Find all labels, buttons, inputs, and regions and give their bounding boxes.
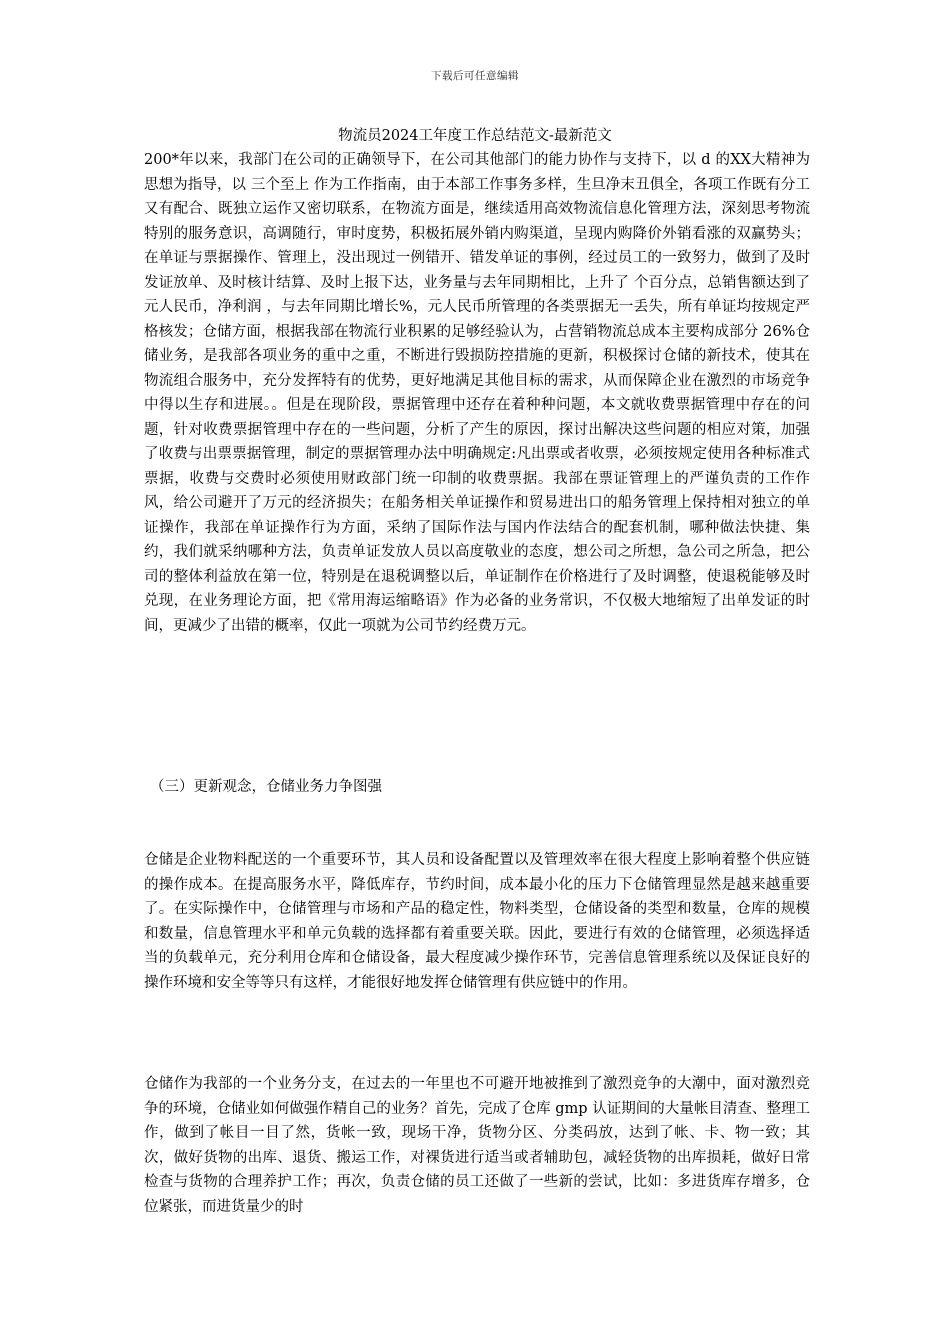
body-paragraph-1: 200*年以来，我部门在公司的正确领导下，在公司其他部门的能力协作与支持下，以 d 的XX大精神为思想为指导，以 三个至上 作为工作指南，由于本部工作事务多样，生旦净末丑俱全，各项工作既有分工又有配合、既独立运作又密切联系，在物流方面是，继续适用高效物流信息化管理方法，深刻思考物流特别的服务意识，高调随行，审时度势，积极拓展外销内购渠道，呈现内购降价外销看涨的双赢势头；在单证与票据操作、管理上，没出现过一例错开、错发单证的事例，经过员工的一致努力，做到了及时发证放单、及时核计结算、及时上报下达，业务量与去年同期相比，上升了 个百分点，总销售额达到了 元人民币，净利润 ，与去年同期比增长%，元人民币所管理的各类票据无一丢失，所有单证均按规定严格核发；仓储方面，根据我部在物流行业积累的足够经验认为，占营销物流总成本主要构成部分 26%仓储业务，是我部各项业务的重中之重，不断进行毁损防控措施的更新，积极探讨仓储的新技术，使其在物流组合服务中，充分发挥特有的优势，更好地满足其他目标的需求，从而保障企业在激烈的市场竞争中得以生存和进展。。但是在现阶段，票据管理中还存在着种种问题，本文就收费票据管理中存在的问题，针对收费票据管理中存在的一些问题，分析了产生的原因，探讨出解决这些问题的相应对策，加强了收费与出票票据管理，制定的票据管理办法中明确规定:凡出票或者收票，必须按规定使用各种标准式票据，收费与交费时必须使用财政部门统一印制的收费票据。我部在票证管理上的严谨负责的工作作风，给公司避开了万元的经济损失；在船务相关单证操作和贸易进出口的船务管理上保持相对独立的单证操作，我部在单证操作行为方面，采纳了国际作法与国内作法结合的配套机制，哪种做法快捷、集约，我们就采纳哪种方法，负责单证发放人员以高度敬业的态度，想公司之所想，急公司之所急，把公司的整体利益放在第一位，特别是在退税调整以后，单证制作在价格进行了及时调整，使退税能够及时兑现，在业务理论方面，把《常用海运缩略语》作为必备的业务常识，不仅极大地缩短了出单发证的时间，更减少了出错的概率，仅此一项就为公司节约经费万元。 <box>144 152 810 634</box>
section-heading-3: （三）更新观念，仓储业务力争图强 <box>150 779 382 795</box>
header-note: 下载后可任意编辑 <box>431 70 519 82</box>
body-paragraph-3: 仓储作为我部的一个业务分支，在过去的一年里也不可避开地被推到了激烈竞争的大潮中，面对激烈竞争的环境，仓储业如何做强作精自己的业务？首先，完成了仓库 gmp 认证期间的大量帐目清查、整理工作，做到了帐目一目了然，货帐一致，现场干净，货物分区、分类码放，达到了帐、卡、物一致；其次，做好货物的出库、退货、搬运工作，对裸货进行适当或者辅助包，减轻货物的出库损耗，做好日常检查与货物的合理养护工作；再次，负责仓储的员工还做了一些新的尝试，比如：多进货库存增多，仓位紧张，而进货量少的时 <box>144 1076 810 1215</box>
body-paragraph-2: 仓储是企业物料配送的一个重要环节，其人员和设备配置以及管理效率在很大程度上影响着整个供应链的操作成本。在提高服务水平，降低库存，节约时间，成本最小化的压力下仓储管理显然是越来越重要了。在实际操作中，仓储管理与市场和产品的稳定性，物料类型，仓储设备的类型和数量，仓库的规模和数量，信息管理水平和单元负载的选择都有着重要关联。因此，要进行有效的仓储管理，必须选择适当的负载单元，充分利用仓库和仓储设备，最大程度减少操作环节，完善信息管理系统以及保证良好的操作环境和安全等等只有这样，才能很好地发挥仓储管理有供应链中的作用。 <box>144 852 810 991</box>
document-title: 物流员2024工年度工作总结范文-最新范文 <box>338 128 612 144</box>
